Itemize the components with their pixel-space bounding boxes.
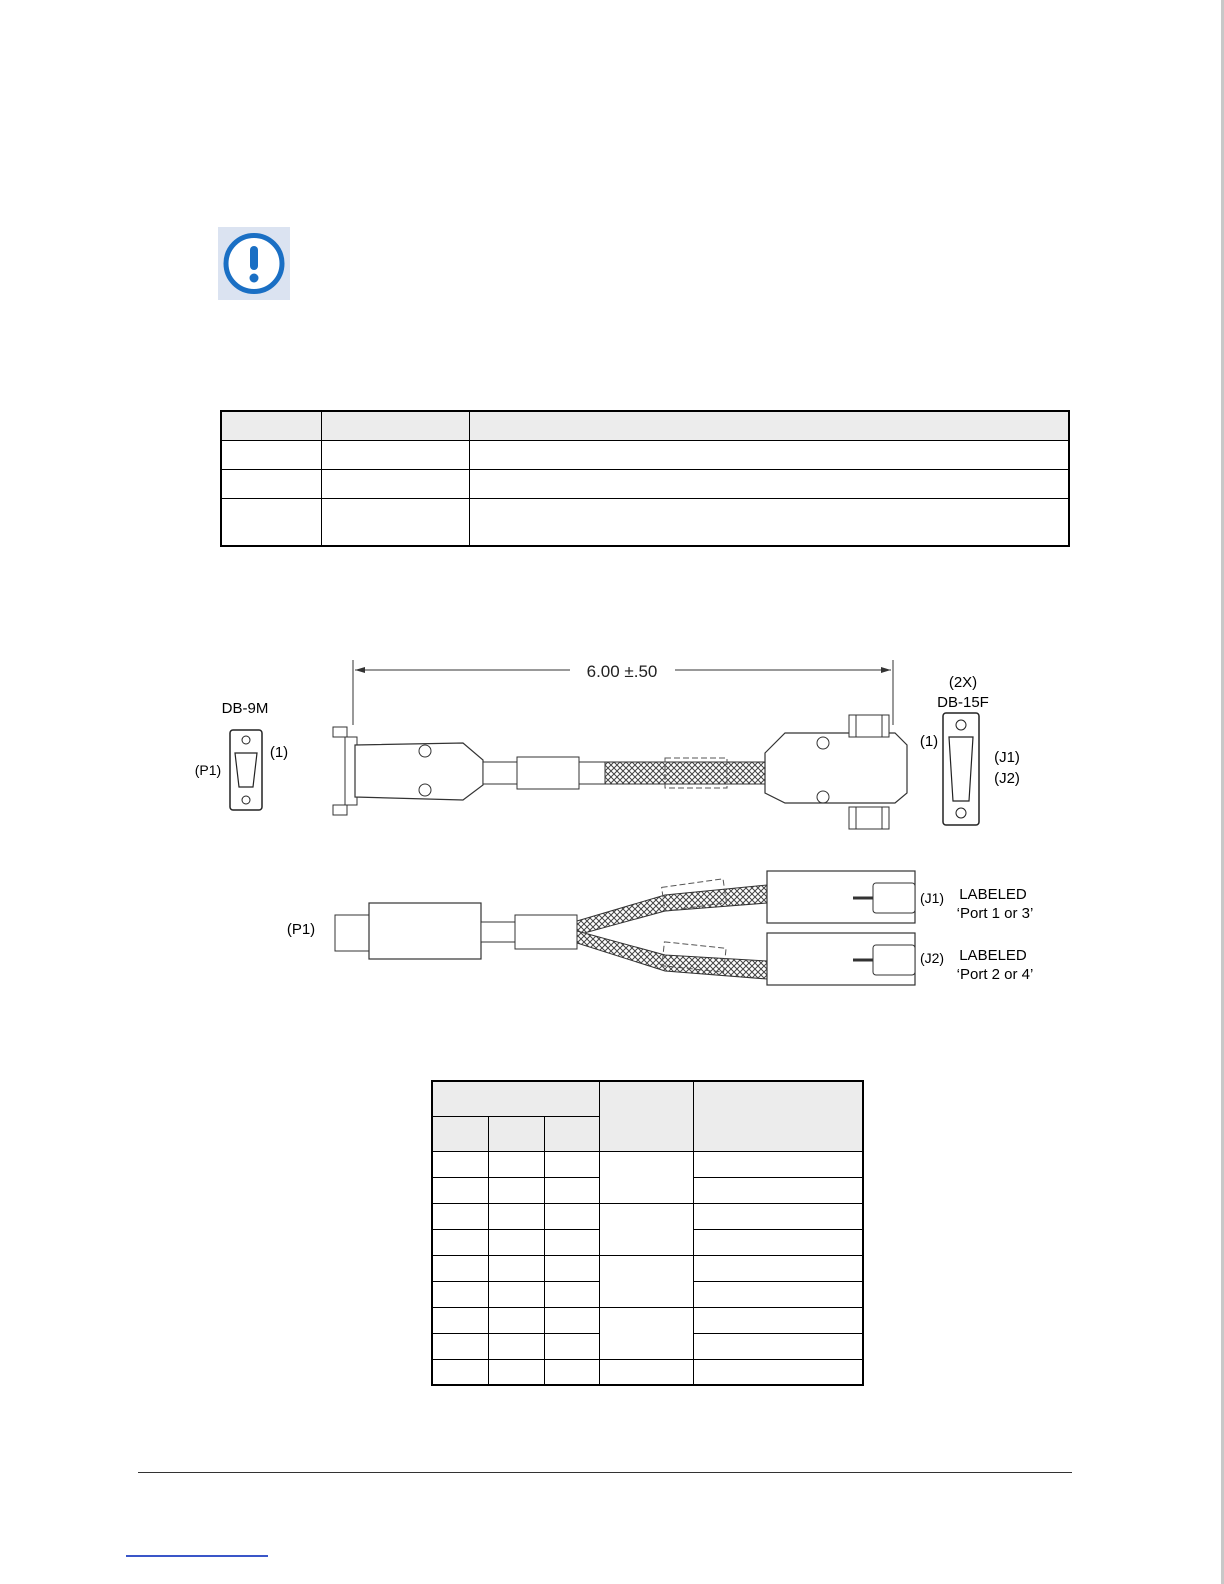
header-cell [693,1081,863,1151]
header-cell [544,1116,599,1151]
table-cell [221,469,321,498]
p1-label: (P1) [194,762,222,778]
table-row [221,440,1069,469]
table-cell [693,1203,863,1229]
j2-labeled-line2: ‘Port 2 or 4’ [956,966,1034,983]
header-cell [599,1081,693,1151]
j-count-label: (2X) [948,674,978,691]
table-cell [544,1203,599,1229]
table-cell [432,1151,488,1177]
table-cell [221,498,321,546]
table-cell [432,1281,488,1307]
table-cell [469,498,1069,546]
table-cell [432,1307,488,1333]
j2-label-lower: (J2) [919,950,945,966]
p1-label-lower: (P1) [286,921,316,938]
header-cell [488,1116,544,1151]
table-cell [544,1281,599,1307]
p1-pin-label: (1) [269,744,289,761]
table-cell [488,1281,544,1307]
table-cell [488,1255,544,1281]
table-cell [544,1359,599,1385]
table-cell [469,440,1069,469]
table-row [432,1255,863,1281]
table-cell [693,1333,863,1359]
table-cell [488,1177,544,1203]
db9-face-icon [230,730,262,810]
table-cell [693,1281,863,1307]
p1-connector-label: DB-9M [221,700,269,717]
footer-divider [138,1472,1072,1473]
table-row [432,1307,863,1333]
table-cell [693,1229,863,1255]
notice-icon [218,227,290,300]
table-cell [599,1359,693,1385]
j1-labeled-line2: ‘Port 1 or 3’ [956,905,1034,922]
table-cell [221,440,321,469]
cable-side-view [335,871,915,985]
table-cell [432,1177,488,1203]
table-cell [488,1307,544,1333]
table-cell [693,1177,863,1203]
table-cell [544,1307,599,1333]
header-cell [432,1116,488,1151]
table-cell [432,1229,488,1255]
j-pin-label: (1) [919,733,939,750]
table-cell [599,1307,693,1359]
exclamation-circle-icon [218,227,290,300]
table-cell [321,498,469,546]
table-row [432,1151,863,1177]
upper-table-header [221,411,1069,440]
table-cell [544,1151,599,1177]
j1-label: (J1) [994,749,1020,766]
table-cell [544,1229,599,1255]
length-dimension [353,660,893,725]
j2-label: (J2) [994,770,1020,787]
table-cell [469,469,1069,498]
table-cell [599,1255,693,1307]
table-cell [432,1359,488,1385]
table-cell [432,1333,488,1359]
db15-face-icon [943,713,979,825]
table-cell [693,1359,863,1385]
table-cell [488,1229,544,1255]
table-row [432,1203,863,1229]
j1-labeled-line1: LABELED [959,886,1027,903]
upper-table [220,410,1070,547]
table-cell [488,1333,544,1359]
table-cell [544,1333,599,1359]
table-cell [599,1203,693,1255]
cable-top-view [333,715,907,829]
table-row [221,498,1069,546]
table-cell [432,1203,488,1229]
table-cell [544,1255,599,1281]
table-cell [432,1255,488,1281]
pinout-header-row [432,1081,863,1116]
table-row [221,469,1069,498]
table-cell [693,1307,863,1333]
y-cable-drawing [185,645,1055,990]
table-cell [599,1151,693,1203]
pinout-table [431,1080,864,1386]
table-cell [321,440,469,469]
table-cell [544,1177,599,1203]
footer-link-underline[interactable] [126,1555,268,1557]
table-cell [693,1151,863,1177]
header-cell [432,1081,599,1116]
dimension-label: 6.00 ±.50 [586,662,658,681]
table-cell [488,1359,544,1385]
table-cell [488,1203,544,1229]
table-row [432,1359,863,1385]
j-connector-label: DB-15F [937,694,989,711]
header-cell [469,411,1069,440]
header-cell [221,411,321,440]
table-cell [488,1151,544,1177]
table-cell [321,469,469,498]
j2-labeled-line1: LABELED [959,947,1027,964]
j1-label-lower: (J1) [919,890,945,906]
table-cell [693,1255,863,1281]
header-cell [321,411,469,440]
